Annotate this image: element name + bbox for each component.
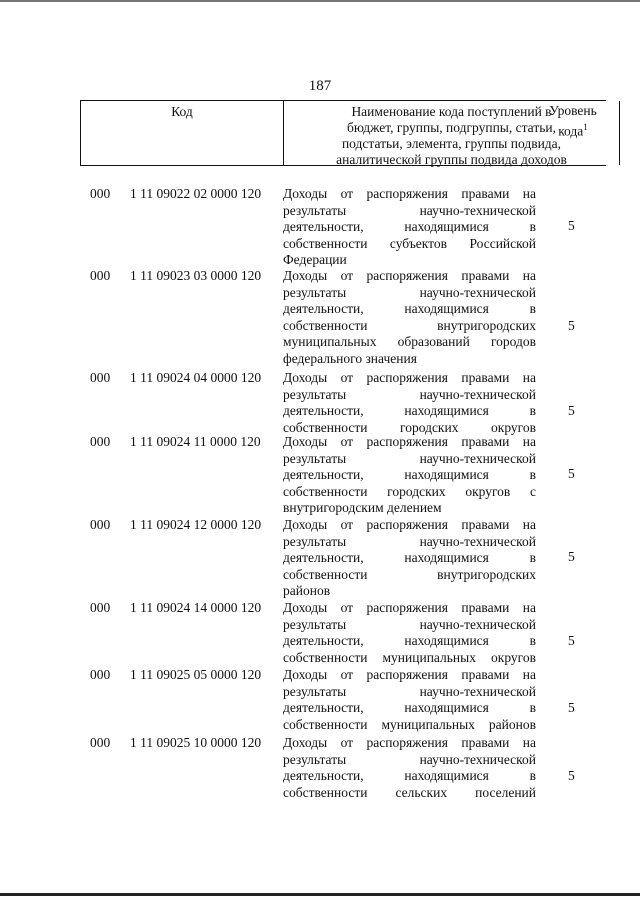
admin-code: 000 (90, 517, 111, 532)
description-line: деятельности, находящимися в (283, 550, 536, 566)
description-line: собственности городских округов с (283, 483, 536, 499)
description-line: результаты научно-технической (283, 386, 536, 402)
header-level-line2: кода (558, 123, 584, 139)
revenue-description (283, 735, 536, 801)
revenue-code: 1 11 09024 12 0000 120 (130, 517, 262, 532)
code-level: 5 (568, 633, 575, 648)
header-name-line: Наименование кода поступлений в (351, 104, 552, 119)
description-line: результаты научно-технической (283, 450, 536, 466)
description-line: деятельности, находящимися в (283, 768, 536, 784)
revenue-code: 1 11 09023 03 0000 120 (130, 268, 262, 283)
admin-code: 000 (90, 186, 111, 201)
revenue-code: 1 11 09025 05 0000 120 (130, 667, 262, 682)
code-level: 5 (568, 700, 575, 715)
admin-code: 000 (90, 268, 111, 283)
header-code: Код (80, 101, 283, 165)
header-level-line1: Уровень (549, 103, 597, 118)
description-line: Доходы от распоряжения правами на (283, 735, 536, 750)
description-line: Доходы от распоряжения правами на (283, 600, 536, 615)
admin-code: 000 (90, 600, 111, 615)
description-line: внутригородским делением (283, 500, 442, 516)
admin-code: 000 (90, 667, 111, 682)
description-line: федерального значения (283, 350, 417, 366)
description-line: деятельности, находящимися в (283, 403, 536, 419)
revenue-description (283, 434, 536, 517)
description-line: собственности муниципальных районов (283, 716, 536, 732)
code-level: 5 (568, 768, 575, 783)
description-line: Федерации (283, 252, 347, 268)
revenue-code: 1 11 09025 10 0000 120 (130, 735, 262, 750)
revenue-description (283, 667, 536, 733)
description-line: собственности внутригородских (283, 566, 536, 582)
description-line: Доходы от распоряжения правами на (283, 517, 536, 532)
description-line: деятельности, находящимися в (283, 301, 536, 317)
scan-top-edge (0, 0, 640, 2)
description-line: результаты научно-технической (283, 683, 536, 699)
revenue-description (283, 268, 536, 368)
description-line: Доходы от распоряжения правами на (283, 667, 536, 682)
description-line: результаты научно-технической (283, 751, 536, 767)
revenue-description (283, 600, 536, 666)
description-line: Доходы от распоряжения правами на (283, 268, 536, 283)
description-line: собственности муниципальных округов (283, 649, 536, 665)
code-level: 5 (568, 403, 575, 418)
description-line: деятельности, находящимися в (283, 633, 536, 649)
description-line: результаты научно-технической (283, 616, 536, 632)
description-line: деятельности, находящимися в (283, 219, 536, 235)
scan-bottom-edge (0, 893, 640, 896)
admin-code: 000 (90, 735, 111, 750)
description-line: результаты научно-технической (283, 284, 536, 300)
code-level: 5 (568, 318, 575, 333)
header-name-line: аналитической группы подвида доходов (336, 152, 567, 167)
code-level: 5 (568, 218, 575, 233)
revenue-code: 1 11 09022 02 0000 120 (130, 186, 262, 201)
description-line: муниципальных образований городов (283, 334, 536, 350)
revenue-description (283, 186, 536, 269)
description-line: деятельности, находящимися в (283, 700, 536, 716)
code-level: 5 (568, 466, 575, 481)
revenue-description (283, 517, 536, 600)
description-line: районов (283, 583, 331, 599)
description-line: Доходы от распоряжения правами на (283, 434, 536, 449)
description-line: результаты научно-технической (283, 202, 536, 218)
description-line: собственности городских округов (283, 419, 536, 435)
description-line: результаты научно-технической (283, 533, 536, 549)
description-line: деятельности, находящимися в (283, 467, 536, 483)
header-name-line: бюджет, группы, подгруппы, статьи, (347, 120, 556, 135)
header-level-footnote: 1 (583, 122, 588, 132)
page-number: 187 (308, 78, 332, 94)
revenue-code: 1 11 09024 14 0000 120 (130, 600, 262, 615)
description-line: Доходы от распоряжения правами на (283, 370, 536, 385)
description-line: собственности субъектов Российской (283, 235, 536, 251)
table-header (80, 100, 606, 166)
revenue-code: 1 11 09024 11 0000 120 (130, 434, 261, 449)
header-level (540, 103, 606, 140)
admin-code: 000 (90, 370, 111, 385)
description-line: Доходы от распоряжения правами на (283, 186, 536, 201)
header-name-line: подстатьи, элемента, группы подвида, (341, 136, 562, 151)
admin-code: 000 (90, 434, 111, 449)
revenue-code: 1 11 09024 04 0000 120 (130, 370, 262, 385)
description-line: собственности внутригородских (283, 317, 536, 333)
description-line: собственности сельских поселений (283, 784, 536, 800)
revenue-description (283, 370, 536, 436)
code-level: 5 (568, 549, 575, 564)
